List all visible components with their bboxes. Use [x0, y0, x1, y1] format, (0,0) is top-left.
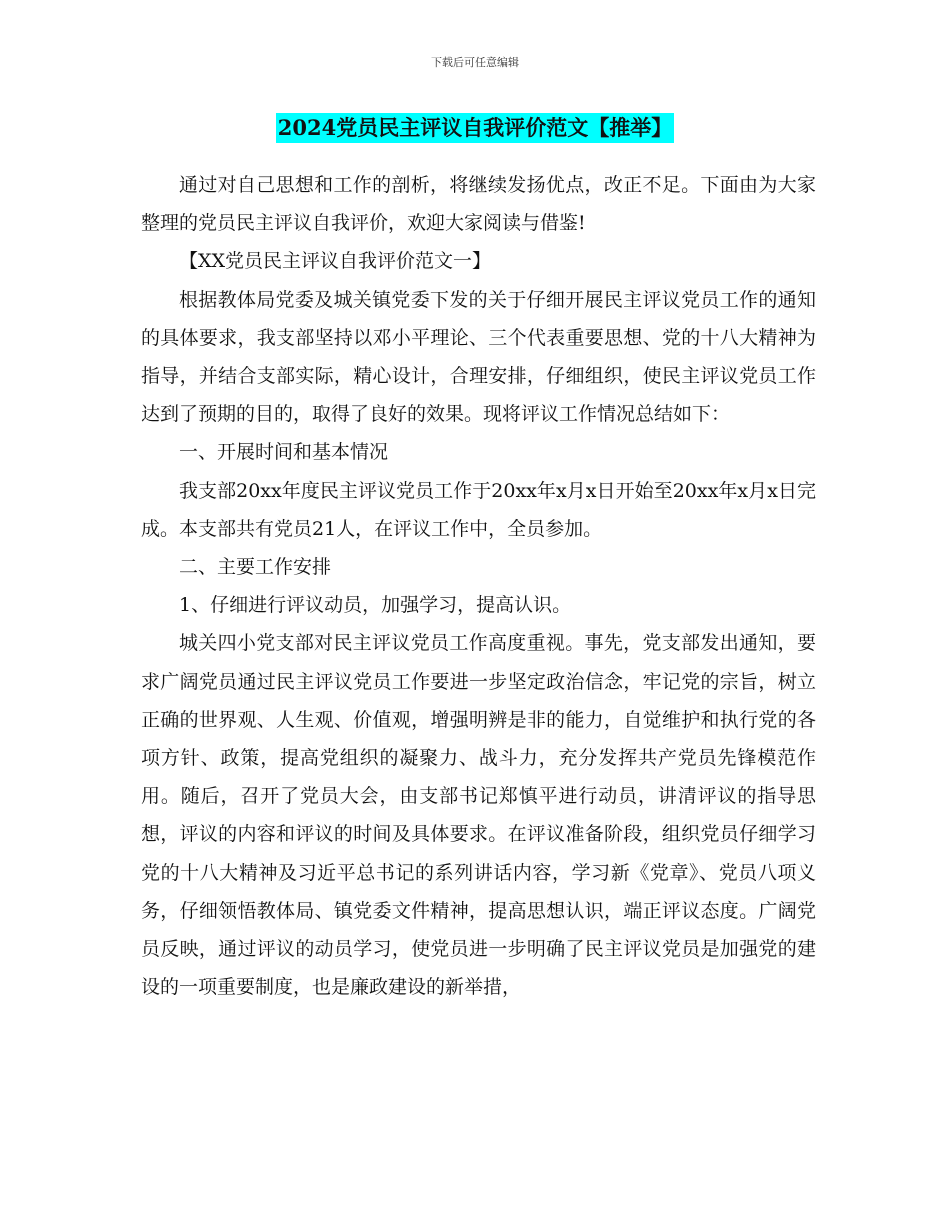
- heading-main-arrangements: 二、主要工作安排: [179, 556, 332, 579]
- subheading-mobilization: 1、仔细进行评议动员，加强学习，提高认识。: [179, 594, 572, 617]
- section-heading-sample-one: 【XX党员民主评议自我评价范文一】: [179, 250, 492, 273]
- paragraph-background: 根据教体局党委及城关镇党委下发的关于仔细开展民主评议党员工作的通知的具体要求，我支部坚持以邓小平理论、三个代表重要思想、党的十八大精神为指导，并结合支部实际，精心设计，合理安排，仔细组织，使民主评议党员工作达到了预期的目的，取得了良好的效果。现将评议工作情况总结如下：: [141, 288, 816, 426]
- paragraph-mobilization: 城关四小党支部对民主评议党员工作高度重视。事先，党支部发出通知，要求广阔党员通过民主评议党员工作要进一步坚定政治信念，牢记党的宗旨，树立正确的世界观、人生观、价值观，增强明辨是非的能力，自觉维护和执行党的各项方针、政策，提高党组织的凝聚力、战斗力，充分发挥共产党员先锋模范作用。随后，召开了党员大会，由支部书记郑慎平进行动员，讲清评议的指导思想，评议的内容和评议的时间及具体要求。在评议准备阶段，组织党员仔细学习党的十八大精神及习近平总书记的系列讲话内容，学习新《党章》、党员八项义务，仔细领悟教体局、镇党委文件精神，提高思想认识，端正评议态度。广阔党员反映，通过评议的动员学习，使党员进一步明确了民主评议党员是加强党的建设的一项重要制度，也是廉政建设的新举措，: [141, 632, 816, 999]
- paragraph-time-and-situation: 我支部20xx年度民主评议党员工作于20xx年x月x日开始至20xx年x月x日完成。本支部共有党员21人，在评议工作中，全员参加。: [141, 479, 816, 540]
- document-body: [141, 166, 816, 1006]
- heading-time-and-situation: 一、开展时间和基本情况: [179, 441, 389, 464]
- title-container: [0, 113, 950, 143]
- paragraph-intro: 通过对自己思想和工作的剖析，将继续发扬优点，改正不足。下面由为大家整理的党员民主评议自我评价，欢迎大家阅读与借鉴!: [141, 174, 816, 235]
- document-title: 2024党员民主评议自我评价范文【推举】: [276, 113, 674, 143]
- header-note: 下载后可任意编辑: [431, 56, 519, 69]
